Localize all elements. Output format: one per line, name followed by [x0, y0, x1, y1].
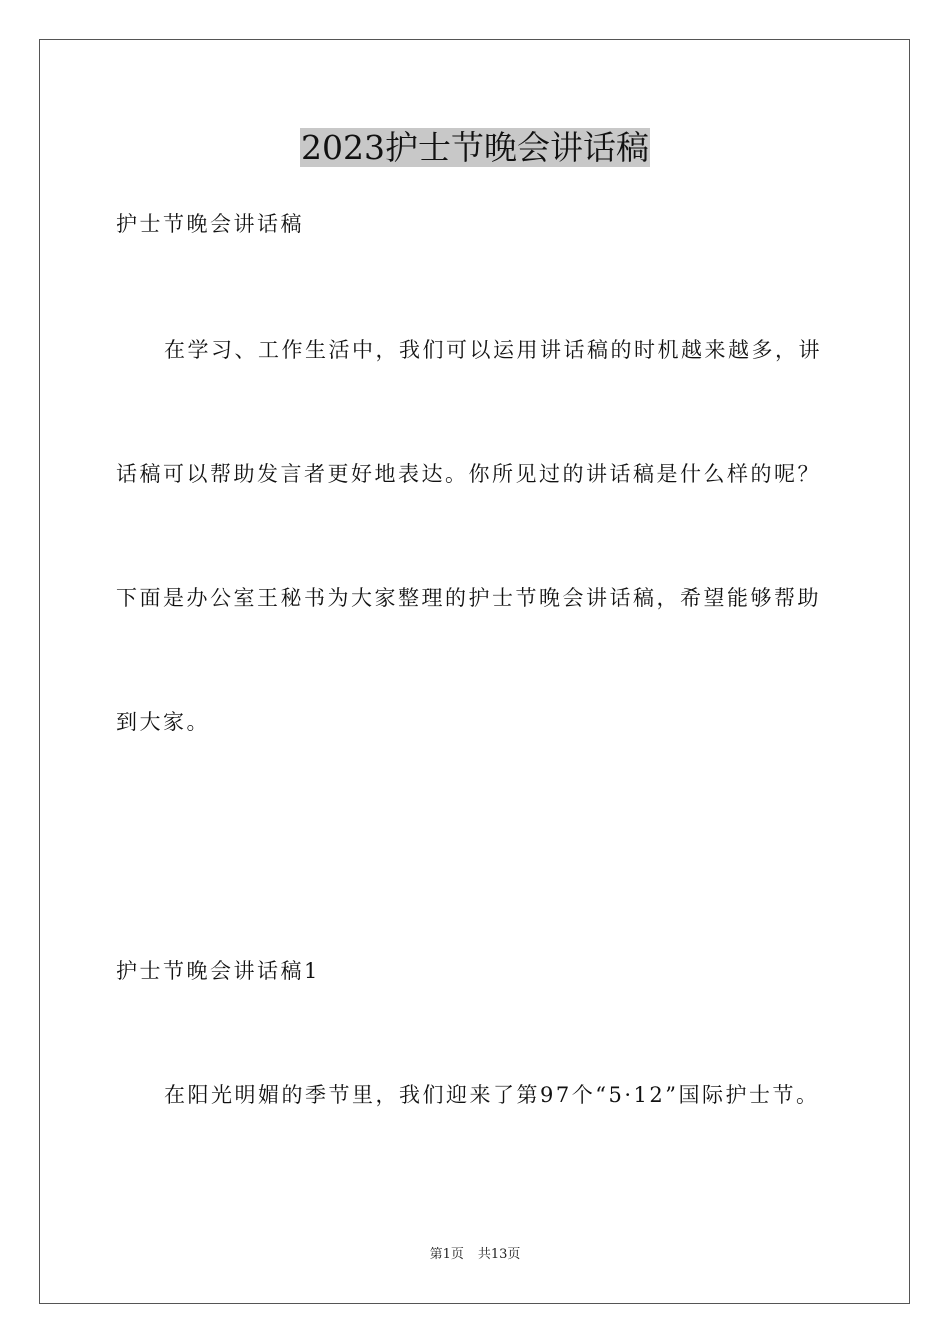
- page-total-label: 共13页: [477, 1247, 521, 1262]
- page-footer: [0, 1246, 950, 1264]
- section-first-line: 在阳光明媚的季节里，我们迎来了第97个“5·12”国际护士节。: [164, 1083, 820, 1107]
- document-title: [0, 126, 950, 170]
- section-heading: 护士节晚会讲话稿1: [116, 959, 320, 983]
- heading-main: 护士节晚会讲话稿: [116, 212, 304, 236]
- intro-line-2: 话稿可以帮助发言者更好地表达。你所见过的讲话稿是什么样的呢？: [116, 462, 821, 486]
- intro-line-1: 在学习、工作生活中，我们可以运用讲话稿的时机越来越多，讲: [164, 338, 822, 362]
- document-title-text: 2023护士节晚会讲话稿: [301, 128, 649, 167]
- page-number-label: 第1页: [429, 1247, 464, 1262]
- intro-line-4: 到大家。: [116, 710, 210, 734]
- intro-line-3: 下面是办公室王秘书为大家整理的护士节晚会讲话稿，希望能够帮助: [116, 586, 821, 610]
